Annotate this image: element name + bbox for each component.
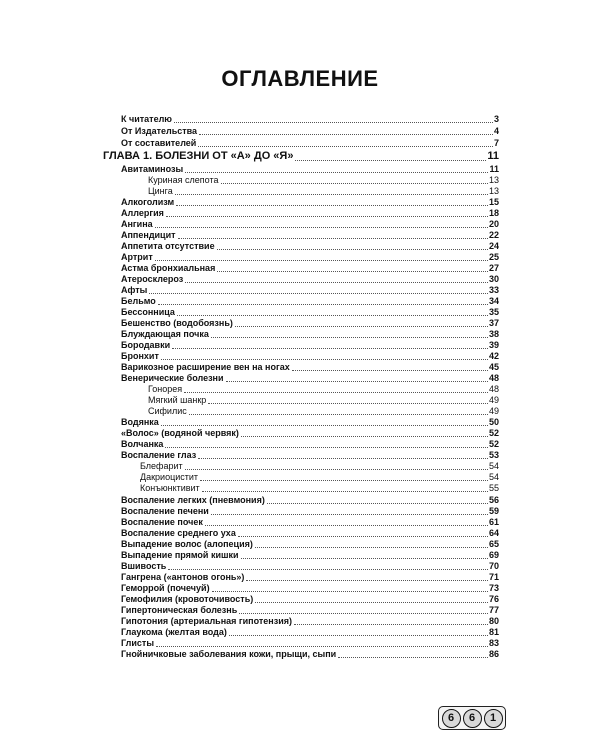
leader-dots [221, 183, 488, 184]
toc-entry [121, 550, 499, 561]
toc-entry-page: 54 [488, 461, 499, 471]
leader-dots [202, 491, 488, 492]
toc-entry [121, 528, 499, 539]
toc-entry-label: Атеросклероз [121, 274, 184, 284]
toc-entry-label: Авитаминозы [121, 164, 184, 174]
toc-entry-page: 11 [489, 164, 499, 174]
toc-entry-page: 65 [488, 539, 499, 549]
toc-entry-page: 86 [488, 649, 499, 659]
toc-entry [121, 616, 499, 627]
toc-entry-page: 70 [488, 561, 499, 571]
toc-entry-page: 49 [488, 406, 499, 416]
toc-entry-page: 39 [488, 340, 499, 350]
leader-dots [211, 514, 488, 515]
leader-dots [158, 304, 488, 305]
toc-entry [121, 126, 499, 137]
toc-entry-label: Аппетита отсутствие [121, 241, 215, 251]
toc-entry-page: 13 [488, 175, 499, 185]
leader-dots [199, 134, 493, 135]
toc-entry [121, 307, 499, 318]
leader-dots [185, 172, 488, 173]
leader-dots [205, 525, 488, 526]
toc-entry-label: Блефарит [140, 461, 183, 471]
toc-entry-page: 27 [488, 263, 499, 273]
leader-dots [165, 447, 488, 448]
toc-entry [121, 296, 499, 307]
leader-dots [255, 602, 488, 603]
leader-dots [174, 122, 493, 123]
toc-entry [121, 417, 499, 428]
toc-entry [121, 274, 499, 285]
toc-entry-label: Блуждающая почка [121, 329, 209, 339]
toc-entry-page: 61 [488, 517, 499, 527]
toc-entry [121, 539, 499, 550]
toc-entry-label: Бешенство (водобоязнь) [121, 318, 233, 328]
toc-entry [121, 428, 499, 439]
toc-entry-label: Воспаление почек [121, 517, 203, 527]
toc-entry-page: 52 [488, 439, 499, 449]
leader-dots [239, 613, 488, 614]
leader-dots [156, 646, 488, 647]
toc-entry [121, 252, 499, 263]
toc-entry [121, 329, 499, 340]
toc-entry [121, 114, 499, 125]
toc-entry-page: 50 [488, 417, 499, 427]
toc-entry-page: 7 [493, 138, 499, 148]
leader-dots [185, 282, 488, 283]
toc-entry-page: 56 [488, 495, 499, 505]
toc-entry [121, 285, 499, 296]
toc-entry-label: «Волос» (водяной червяк) [121, 428, 239, 438]
toc-entry-label: Ангина [121, 219, 153, 229]
toc-subentry [140, 472, 499, 483]
leader-dots [212, 591, 488, 592]
leader-dots [176, 205, 488, 206]
toc-entry-page: 35 [488, 307, 499, 317]
toc-entry-page: 80 [488, 616, 499, 626]
toc-entry-page: 13 [488, 186, 499, 196]
toc-entry [121, 495, 499, 506]
toc-entry-page: 48 [488, 373, 499, 383]
leader-dots [184, 392, 488, 393]
leader-dots [189, 414, 488, 415]
leader-dots [241, 558, 488, 559]
toc-entry-page: 81 [488, 627, 499, 637]
leader-dots [238, 536, 488, 537]
leader-dots [241, 436, 488, 437]
toc-entry-page: 53 [488, 450, 499, 460]
toc-entry-page: 11 [487, 150, 499, 162]
toc-entry-page: 34 [488, 296, 499, 306]
leader-dots [229, 635, 488, 636]
leader-dots [198, 458, 488, 459]
leader-dots [178, 238, 488, 239]
toc-entry-page: 24 [488, 241, 499, 251]
toc-entry-page: 54 [488, 472, 499, 482]
toc-entry [121, 439, 499, 450]
toc-entry-page: 52 [488, 428, 499, 438]
toc-entry-page: 18 [488, 208, 499, 218]
toc-entry-label: Гемофилия (кровоточивость) [121, 594, 254, 604]
page-title: ОГЛАВЛЕНИЕ [221, 66, 379, 91]
toc-entry-label: Гнойничковые заболевания кожи, прыщи, сыпи [121, 649, 337, 659]
leader-dots [168, 569, 488, 570]
toc-entry-label: Гонорея [148, 384, 183, 394]
toc-entry-page: 73 [488, 583, 499, 593]
toc-entry-page: 59 [488, 506, 499, 516]
toc-entry-page: 64 [488, 528, 499, 538]
toc-entry-label: Бельмо [121, 296, 156, 306]
toc-entry-label: Аллергия [121, 208, 164, 218]
toc-entry [121, 373, 499, 384]
toc-entry [121, 263, 499, 274]
leader-dots [217, 249, 488, 250]
toc-entry-page: 42 [488, 351, 499, 361]
toc-entry [121, 627, 499, 638]
toc-entry-page: 76 [488, 594, 499, 604]
toc-entry-label: От составителей [121, 138, 197, 148]
toc-entry-label: Глисты [121, 638, 155, 648]
toc-entry-label: Аппендицит [121, 230, 176, 240]
page-number-digit: 1 [484, 709, 503, 728]
toc-entry-label: Куриная слепота [148, 175, 219, 185]
toc-entry-page: 71 [488, 572, 499, 582]
leader-dots [255, 547, 488, 548]
toc-entry-page: 49 [488, 395, 499, 405]
leader-dots [295, 160, 486, 161]
toc-entry [121, 230, 499, 241]
toc-entry-label: Глаукома (желтая вода) [121, 627, 227, 637]
toc-entry-label: Воспаление легких (пневмония) [121, 495, 265, 505]
toc-entry-page: 4 [493, 126, 499, 136]
toc-entry-label: Астма бронхиальная [121, 263, 216, 273]
leader-dots [211, 337, 488, 338]
toc-entry-label: Дакриоцистит [140, 472, 199, 482]
toc-entry-label: Волчанка [121, 439, 164, 449]
leader-dots [246, 580, 488, 581]
toc-entry-page: 55 [488, 483, 499, 493]
leader-dots [177, 315, 488, 316]
toc-entry-page: 83 [488, 638, 499, 648]
leader-dots [267, 503, 488, 504]
toc-entry [121, 351, 499, 362]
toc-entry-label: Артрит [121, 252, 153, 262]
toc-entry [121, 649, 499, 660]
toc-entry [121, 241, 499, 252]
toc-entry-page: 15 [488, 197, 499, 207]
leader-dots [200, 480, 488, 481]
toc-entry [121, 362, 499, 373]
toc-entry-label: Выпадение волос (алопеция) [121, 539, 253, 549]
toc-entry-label: Выпадение прямой кишки [121, 550, 239, 560]
toc-entry-label: От Издательства [121, 126, 198, 136]
toc-entry [121, 208, 499, 219]
toc-entry-page: 33 [488, 285, 499, 295]
toc-entry-label: Цинга [148, 186, 173, 196]
toc-subentry [140, 461, 499, 472]
toc-entry-label: Бородавки [121, 340, 171, 350]
leader-dots [175, 194, 488, 195]
leader-dots [185, 469, 488, 470]
toc-subentry [148, 406, 499, 417]
toc-entry [121, 340, 499, 351]
toc-entry-label: Бронхит [121, 351, 159, 361]
toc-entry-label: К читателю [121, 114, 172, 124]
toc-entry [121, 517, 499, 528]
toc-subentry [148, 395, 499, 406]
toc-entry [121, 164, 499, 175]
toc-entry-label: Сифилис [148, 406, 187, 416]
toc-subentry [148, 175, 499, 186]
toc-entry-label: Гипотония (артериальная гипотензия) [121, 616, 292, 626]
toc-entry-label: Гипертоническая болезнь [121, 605, 238, 615]
toc-entry [121, 605, 499, 616]
toc-entry-label: Гангрена («антонов огонь») [121, 572, 245, 582]
leader-dots [172, 348, 488, 349]
toc-entry-label: Воспаление среднего уха [121, 528, 236, 538]
toc-entry [121, 583, 499, 594]
leader-dots [217, 271, 488, 272]
leader-dots [161, 425, 488, 426]
toc-entry-page: 48 [488, 384, 499, 394]
leader-dots [149, 293, 488, 294]
toc-entry-page: 77 [488, 605, 499, 615]
toc-entry-page: 30 [488, 274, 499, 284]
toc-subentry [148, 186, 499, 197]
toc-entry-label: Варикозное расширение вен на ногах [121, 362, 290, 372]
page-number-digit: 6 [442, 709, 461, 728]
toc-entry-page: 3 [493, 114, 499, 124]
toc-entry-page: 38 [488, 329, 499, 339]
toc-subentry [140, 483, 499, 494]
leader-dots [155, 227, 488, 228]
toc-entry [121, 219, 499, 230]
toc-entry-page: 25 [488, 252, 499, 262]
toc-entry-label: Конъюнктивит [140, 483, 200, 493]
toc-entry [121, 197, 499, 208]
toc-entry-page: 20 [488, 219, 499, 229]
toc-entry [121, 638, 499, 649]
leader-dots [292, 370, 488, 371]
toc-entry-label: Афты [121, 285, 148, 295]
leader-dots [166, 216, 488, 217]
toc-entry-page: 69 [488, 550, 499, 560]
toc-entry-label: Геморрой (почечуй) [121, 583, 210, 593]
toc-subentry [148, 384, 499, 395]
toc-entry-label: Водянка [121, 417, 159, 427]
toc-entry-label: Алкоголизм [121, 197, 175, 207]
leader-dots [155, 260, 488, 261]
leader-dots [161, 359, 488, 360]
toc-entry-label: Вшивость [121, 561, 167, 571]
page-number-badge [438, 706, 506, 730]
toc-chapter-heading [103, 150, 499, 163]
toc-entry [121, 594, 499, 605]
toc-entry [121, 138, 499, 149]
toc-entry [121, 318, 499, 329]
toc-entry-page: 22 [488, 230, 499, 240]
toc-entry-page: 45 [488, 362, 499, 372]
toc-entry-label: Воспаление печени [121, 506, 209, 516]
toc-entry-label: Воспаление глаз [121, 450, 197, 460]
page-number-digit: 6 [463, 709, 482, 728]
toc-entry-label: Мягкий шанкр [148, 395, 207, 405]
leader-dots [198, 146, 493, 147]
toc-entry-label: Венерические болезни [121, 373, 224, 383]
leader-dots [235, 326, 488, 327]
leader-dots [226, 381, 488, 382]
toc-entry [121, 506, 499, 517]
toc-entry-label: ГЛАВА 1. БОЛЕЗНИ ОТ «А» ДО «Я» [103, 150, 294, 162]
leader-dots [338, 657, 488, 658]
toc-entry [121, 572, 499, 583]
leader-dots [294, 624, 488, 625]
toc-entry-page: 37 [488, 318, 499, 328]
leader-dots [208, 403, 488, 404]
toc-entry [121, 450, 499, 461]
toc-entry-label: Бессонница [121, 307, 175, 317]
toc-entry [121, 561, 499, 572]
